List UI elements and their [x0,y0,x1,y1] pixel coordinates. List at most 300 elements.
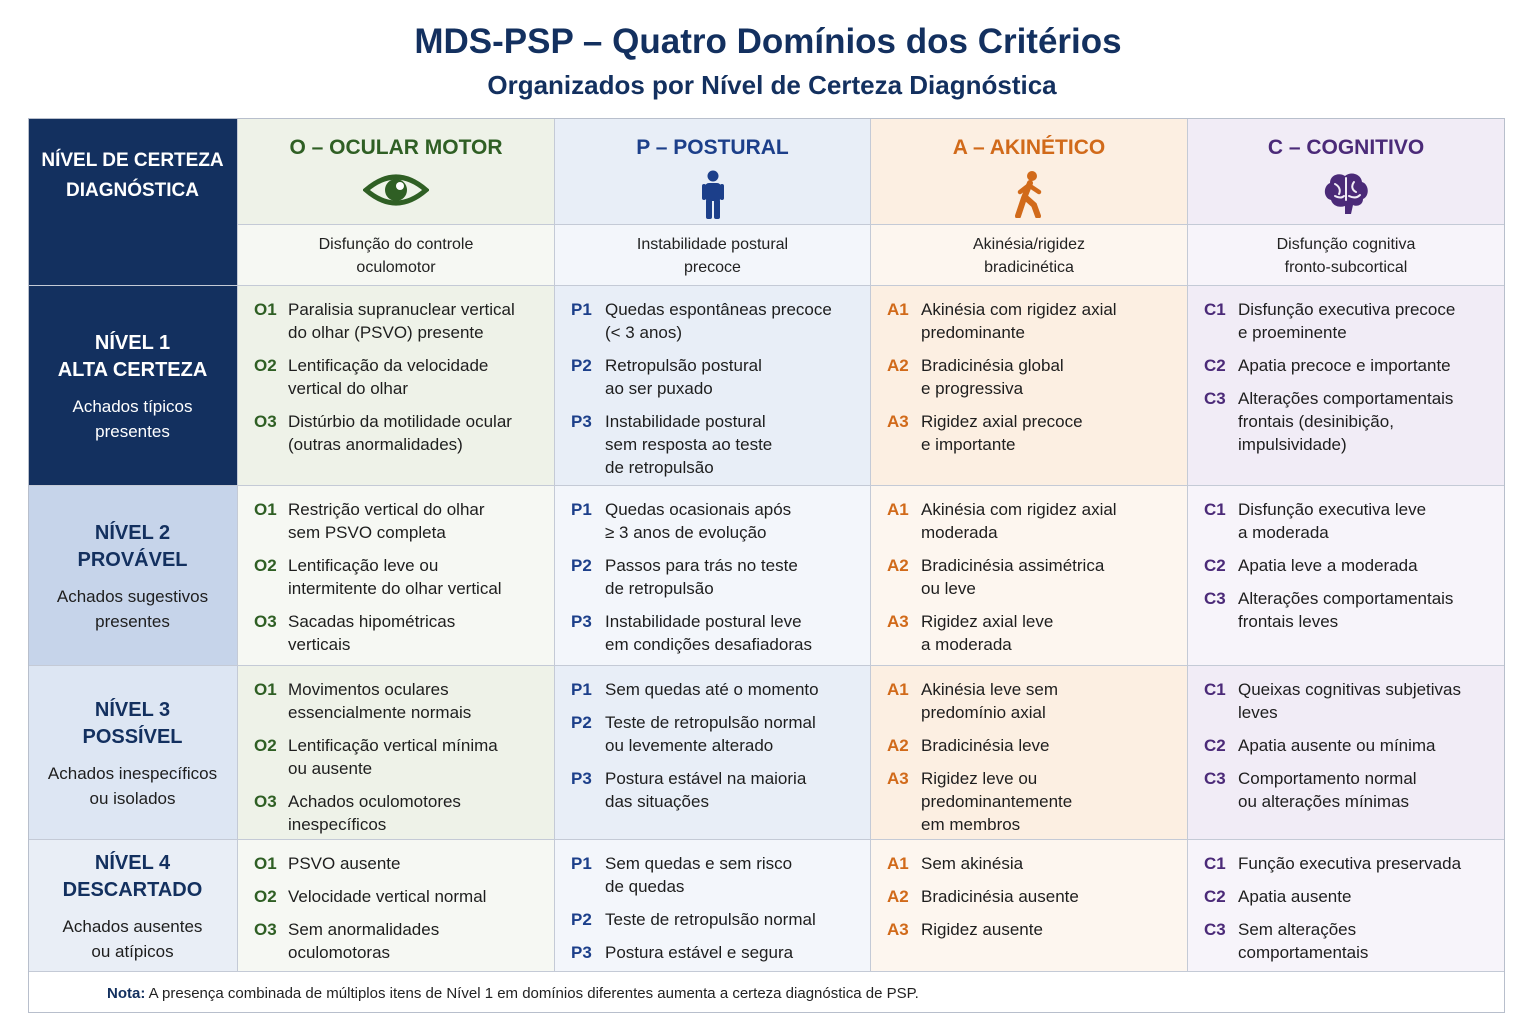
domain-description-line: precoce [684,259,741,276]
criterion-code: A2 [887,556,909,575]
criterion-item [254,885,544,908]
criterion-text-line: Akinésia com rigidez axial [921,500,1117,519]
criterion-code: P2 [571,910,592,929]
criterion-item [571,711,860,757]
criterion-item [254,410,544,456]
domain-header-p [555,118,871,225]
level-name-line: NÍVEL 4 [94,852,171,874]
criterion-text-line: Queixas cognitivas subjetivas [1238,680,1462,699]
criterion-code: C2 [1204,887,1226,906]
criterion-text [1238,678,1494,724]
criterion-text-line: Apatia ausente [1238,887,1352,906]
criteria-cell-p-level-3 [555,666,871,840]
level-description-line: Achados típicos [72,397,193,416]
criterion-code: O3 [254,792,277,811]
criterion-text [921,885,1177,908]
criterion-text-line: Sem quedas e sem risco [605,854,793,873]
criterion-text-line: vertical do olhar [288,379,409,398]
criteria-cell-o-level-4 [238,840,555,972]
criterion-text-line: Função executiva preservada [1238,854,1462,873]
domain-description-line: Disfunção cognitiva [1276,236,1416,253]
criterion-code: O3 [254,412,277,431]
criterion-text [921,678,1177,724]
level-label [28,850,237,964]
criterion-code: A1 [887,500,909,519]
domain-title: C – COGNITIVO [1267,136,1425,159]
criteria-cell-o-level-2 [238,486,555,666]
eye-icon [238,170,554,215]
criterion-text [921,298,1177,344]
domain-description-c [1188,225,1505,286]
criterion-code: A2 [887,356,909,375]
criterion-text-line: Akinésia leve sem [921,680,1059,699]
criterion-text [288,918,544,964]
level-description-line: presentes [95,422,170,441]
criterion-text [288,852,544,875]
criterion-item [887,354,1177,400]
criteria-cell-c-level-4 [1188,840,1505,972]
page-subtitle: Organizados por Nível de Certeza Diagnóstica [487,70,1057,100]
criterion-text-line: Disfunção executiva leve [1238,500,1427,519]
level-description [28,761,237,811]
criterion-item [254,610,544,656]
criterion-item [887,298,1177,344]
criterion-item [1204,918,1494,964]
criterion-text-line: Bradicinésia global [921,356,1064,375]
criterion-text-line: Instabilidade postural leve [605,612,802,631]
criterion-text-line: de retropulsão [605,579,714,598]
criterion-code: C3 [1204,389,1226,408]
criterion-text [1238,852,1494,875]
criterion-item [254,498,544,544]
level-description [28,914,237,964]
domain-header-o [238,118,555,225]
criterion-item [254,678,544,724]
criterion-item [254,790,544,836]
criterion-code: A2 [887,887,909,906]
criterion-text-line: inespecíficos [288,815,387,834]
criterion-text [605,298,860,344]
criterion-text-line: predominantemente [921,792,1073,811]
criterion-text [605,410,860,479]
criterion-code: O2 [254,356,277,375]
criterion-text-line: Apatia ausente ou mínima [1238,736,1436,755]
criterion-code: P1 [571,854,592,873]
criterion-text-line: Teste de retropulsão normal [605,910,816,929]
criterion-text-line: ou leve [921,579,976,598]
criterion-code: P3 [571,943,592,962]
criterion-item [571,298,860,344]
criterion-text-line: (outras anormalidades) [288,435,463,454]
criterion-code: O1 [254,500,277,519]
domain-description-line: bradicinética [984,259,1074,276]
level-label [28,520,237,634]
domain-description-line: Akinésia/rigidez [972,236,1086,253]
criterion-text-line: Distúrbio da motilidade ocular [288,412,512,431]
criterion-text [605,610,860,656]
criterion-code: C1 [1204,854,1226,873]
criterion-code: C3 [1204,589,1226,608]
criterion-item [254,554,544,600]
criterion-text-line: Alterações comportamentais [1238,589,1454,608]
criterion-code: C1 [1204,300,1226,319]
criterion-text-line: moderada [921,523,998,542]
criterion-text-line: Retropulsão postural [605,356,762,375]
criterion-text-line: em condições desafiadoras [605,635,812,654]
criterion-item [1204,767,1494,813]
criterion-text [1238,734,1494,757]
criterion-text-line: (< 3 anos) [605,323,683,342]
level-label [28,697,237,811]
domain-description-o [238,225,555,286]
criterion-text-line: Sem akinésia [921,854,1024,873]
criterion-item [571,908,860,931]
criterion-item [571,554,860,600]
criterion-item [1204,354,1494,377]
criterion-code: O2 [254,736,277,755]
criterion-text-line: comportamentais [1238,943,1369,962]
criterion-text [605,554,860,600]
criterion-text-line: a moderada [921,635,1012,654]
level-description [28,394,237,444]
level-1-cell [28,286,238,486]
criterion-text [605,678,860,701]
criterion-text-line: Lentificação da velocidade [288,356,489,375]
criterion-text [288,298,544,344]
criterion-code: P1 [571,680,592,699]
criterion-text [288,498,544,544]
criterion-code: O2 [254,556,277,575]
criterion-text-line: Rigidez axial leve [921,612,1054,631]
criterion-item [254,354,544,400]
criterion-text-line: Alterações comportamentais [1238,389,1454,408]
criterion-text-line: leves [1238,703,1278,722]
domain-description-a [871,225,1188,286]
criterion-text-line: Postura estável e segura [605,943,794,962]
criterion-text-line: Paralisia supranuclear vertical [288,300,515,319]
criterion-item [1204,298,1494,344]
criterion-text [1238,885,1494,908]
criteria-cell-o-level-3 [238,666,555,840]
header-level-cell [28,118,238,286]
criterion-text [605,498,860,544]
criterion-code: O2 [254,887,277,906]
criterion-text-line: Movimentos oculares [288,680,449,699]
criterion-text [921,767,1177,836]
criterion-text-line: predominante [921,323,1025,342]
criterion-text-line: Passos para trás no teste [605,556,798,575]
criterion-text-line: ou levemente alterado [605,736,774,755]
criterion-text [605,767,860,813]
criterion-item [1204,554,1494,577]
criterion-item [887,610,1177,656]
criterion-text [288,354,544,400]
criteria-cell-c-level-2 [1188,486,1505,666]
criterion-code: C3 [1204,769,1226,788]
level-description-line: presentes [95,612,170,631]
criterion-code: C2 [1204,556,1226,575]
criteria-cell-c-level-3 [1188,666,1505,840]
criterion-text [1238,298,1494,344]
criterion-code: C2 [1204,736,1226,755]
criterion-text [1238,767,1494,813]
criterion-text-line: Bradicinésia leve [921,736,1050,755]
criterion-code: C2 [1204,356,1226,375]
criterion-code: A3 [887,412,909,431]
criterion-text-line: ou ausente [288,759,373,778]
criterion-text-line: ou alterações mínimas [1238,792,1410,811]
criterion-text-line: a moderada [1238,523,1329,542]
domain-title: P – POSTURAL [636,136,789,159]
level-name-line: NÍVEL 1 [94,332,171,354]
criterion-item [887,554,1177,600]
criterion-text-line: predomínio axial [921,703,1046,722]
footnote [107,985,919,1002]
criterion-item [1204,498,1494,544]
criterion-item [571,354,860,400]
criterion-text-line: frontais (desinibição, [1238,412,1394,431]
criteria-cell-a-level-4 [871,840,1188,972]
criterion-text [1238,554,1494,577]
level-name-line: POSSÍVEL [82,726,183,748]
criterion-text [921,918,1177,941]
criterion-text-line: ≥ 3 anos de evolução [605,523,767,542]
criterion-code: A1 [887,854,909,873]
criterion-item [887,918,1177,941]
criterion-item [1204,387,1494,456]
domain-description-line: Disfunção do controle [318,236,474,253]
criterion-item [1204,885,1494,908]
criterion-code: O1 [254,300,277,319]
criterion-text-line: oculomotoras [288,943,391,962]
criterion-code: P1 [571,500,592,519]
level-name-line: ALTA CERTEZA [57,359,208,381]
level-description-line: Achados sugestivos [56,587,209,606]
criterion-text [1238,587,1494,633]
criterion-code: P3 [571,769,592,788]
domain-header-a [871,118,1188,225]
level-3-cell [28,666,238,840]
criterion-item [1204,852,1494,875]
criterion-text-line: Rigidez axial precoce [921,412,1083,431]
criterion-text-line: e proeminente [1238,323,1347,342]
criterion-text [921,410,1177,456]
criterion-text-line: verticais [288,635,351,654]
domain-description-line: fronto-subcortical [1284,259,1408,276]
criterion-text-line: Akinésia com rigidez axial [921,300,1117,319]
level-label [28,330,237,444]
criteria-cell-o-level-1 [238,286,555,486]
criterion-item [254,852,544,875]
page-title: MDS-PSP – Quatro Domínios dos Critérios [414,22,1122,61]
level-name [28,520,237,574]
criterion-text-line: Sem anormalidades [288,920,440,939]
footnote-label: Nota: [107,985,146,1002]
criterion-code: C1 [1204,500,1226,519]
level-4-cell [28,840,238,972]
criterion-text [605,354,860,400]
criterion-text [605,941,860,964]
criterion-text-line: Rigidez ausente [921,920,1043,939]
criterion-text-line: Restrição vertical do olhar [288,500,485,519]
domain-title: O – OCULAR MOTOR [289,136,503,159]
criterion-text-line: PSVO ausente [288,854,401,873]
criterion-text-line: Lentificação vertical mínima [288,736,498,755]
criterion-text-line: e progressiva [921,379,1024,398]
criterion-text [288,554,544,600]
criterion-text-line: Disfunção executiva precoce [1238,300,1456,319]
criterion-code: P3 [571,612,592,631]
criterion-code: A3 [887,920,909,939]
criterion-code: P2 [571,556,592,575]
person-standing-icon [555,170,870,225]
header-level-label [28,146,237,206]
criterion-text [1238,918,1494,964]
criterion-text-line: das situações [605,792,709,811]
criterion-code: A3 [887,612,909,631]
criterion-text [921,354,1177,400]
criterion-code: P2 [571,713,592,732]
footnote-text: A presença combinada de múltiplos itens de Nível 1 em domínios diferentes aumenta a certeza diagnóstica de PSP. [145,985,919,1002]
criterion-text-line: Instabilidade postural [605,412,766,431]
level-description-line: Achados ausentes [62,917,203,936]
level-2-cell [28,486,238,666]
criterion-item [571,678,860,701]
level-description [28,584,237,634]
level-description-line: ou atípicos [91,942,174,961]
criterion-text [288,734,544,780]
criterion-text-line: essencialmente normais [288,703,472,722]
level-name [28,850,237,904]
criterion-text-line: Teste de retropulsão normal [605,713,816,732]
criterion-text [1238,354,1494,377]
level-name-line: DESCARTADO [62,879,203,901]
criteria-cell-p-level-2 [555,486,871,666]
header-level-line: DIAGNÓSTICA [66,180,199,201]
level-description-line: Achados inespecíficos [47,764,218,783]
criterion-code: O3 [254,920,277,939]
criterion-text-line: Quedas ocasionais após [605,500,792,519]
criterion-item [887,498,1177,544]
criterion-code: A1 [887,680,909,699]
criterion-text [288,610,544,656]
criterion-text-line: sem PSVO completa [288,523,446,542]
criteria-cell-c-level-1 [1188,286,1505,486]
criterion-item [571,410,860,479]
criterion-text [605,852,860,898]
domain-header-c [1188,118,1505,225]
level-name [28,330,237,384]
criterion-item [571,498,860,544]
criterion-text-line: sem resposta ao teste [605,435,773,454]
criterion-text-line: ao ser puxado [605,379,713,398]
criterion-item [887,852,1177,875]
criteria-cell-p-level-4 [555,840,871,972]
criteria-cell-p-level-1 [555,286,871,486]
criterion-item [571,767,860,813]
criterion-text-line: Apatia precoce e importante [1238,356,1451,375]
domain-title: A – AKINÉTICO [952,136,1106,159]
criterion-text-line: Lentificação leve ou [288,556,439,575]
criteria-cell-a-level-1 [871,286,1188,486]
criterion-code: P3 [571,412,592,431]
criterion-item [887,678,1177,724]
criterion-text-line: intermitente do olhar vertical [288,579,502,598]
criterion-text-line: de retropulsão [605,458,714,477]
criterion-code: P1 [571,300,592,319]
criterion-text-line: frontais leves [1238,612,1339,631]
criterion-item [1204,587,1494,633]
criterion-text [605,908,860,931]
criterion-item [571,941,860,964]
criterion-text [605,711,860,757]
criterion-code: C1 [1204,680,1226,699]
criterion-item [887,885,1177,908]
criterion-text-line: Velocidade vertical normal [288,887,487,906]
criterion-text-line: impulsividade) [1238,435,1347,454]
level-name-line: NÍVEL 3 [94,699,171,721]
criterion-item [571,610,860,656]
criterion-text [921,610,1177,656]
criterion-text-line: Sem alterações [1238,920,1357,939]
criterion-text [288,885,544,908]
criterion-text [1238,387,1494,456]
criterion-text-line: Bradicinésia ausente [921,887,1079,906]
level-name-line: NÍVEL 2 [94,522,171,544]
criterion-item [571,852,860,898]
header-level-line: NÍVEL DE CERTEZA [41,150,224,171]
criterion-code: O1 [254,680,277,699]
criterion-text-line: em membros [921,815,1021,834]
domain-description-line: Instabilidade postural [636,236,789,253]
criterion-item [887,734,1177,757]
criterion-item [887,410,1177,456]
criterion-text [921,498,1177,544]
criterion-text-line: Sem quedas até o momento [605,680,819,699]
criterion-text-line: do olhar (PSVO) presente [288,323,484,342]
criterion-item [254,918,544,964]
criterion-code: P2 [571,356,592,375]
domain-description-line: oculomotor [356,259,436,276]
criterion-text-line: Comportamento normal [1238,769,1417,788]
criterion-text-line: Achados oculomotores [288,792,461,811]
criterion-code: A1 [887,300,909,319]
domain-description-p [555,225,871,286]
criterion-text [921,554,1177,600]
criterion-text-line: Quedas espontâneas precoce [605,300,832,319]
criterion-item [1204,678,1494,724]
criterion-code: C3 [1204,920,1226,939]
criteria-cell-a-level-2 [871,486,1188,666]
criterion-text [921,852,1177,875]
criterion-text [921,734,1177,757]
criterion-code: A3 [887,769,909,788]
criterion-code: O3 [254,612,277,631]
criterion-text-line: e importante [921,435,1016,454]
criterion-text [288,678,544,724]
person-walking-icon [871,170,1187,223]
criteria-cell-a-level-3 [871,666,1188,840]
brain-icon [1188,170,1504,221]
criterion-item [254,734,544,780]
criterion-item [254,298,544,344]
criterion-text [288,410,544,456]
criterion-text-line: Apatia leve a moderada [1238,556,1418,575]
level-name [28,697,237,751]
criterion-text-line: de quedas [605,877,685,896]
criterion-text [288,790,544,836]
criterion-text [1238,498,1494,544]
